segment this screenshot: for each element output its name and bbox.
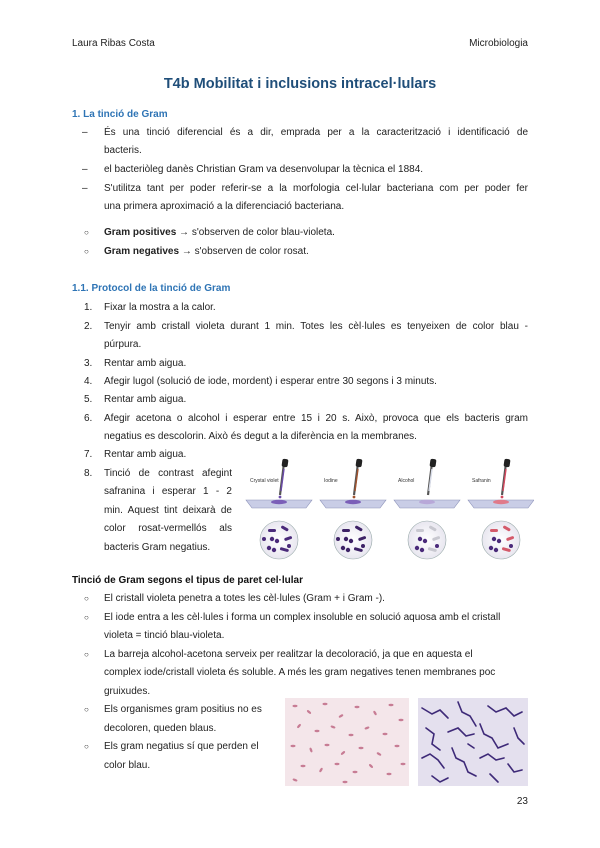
page-number: 23 <box>516 796 528 807</box>
bullet-circle: ○ <box>84 650 89 659</box>
header-author: Laura Ribas Costa <box>72 38 155 49</box>
figure-panel-iodine <box>320 459 386 559</box>
section-heading-protocol: 1.1. Protocol de la tinció de Gram <box>72 283 231 294</box>
gram-positive-item: Gram positives → s'observen de color blau-violeta. <box>104 227 335 238</box>
cell-wall-item-cont: complex iode/cristall violeta és soluble. A més les gram negatives tenen membranes poc <box>104 667 496 678</box>
cell-wall-item: Els organismes gram positius no es <box>104 704 262 715</box>
micrograph-gram-negative <box>285 698 409 786</box>
step-text: Rentar amb aigua. <box>104 394 187 405</box>
step-text-cont: bacteris Gram negatius. <box>104 542 211 553</box>
step-text-cont: púrpura. <box>104 339 142 350</box>
cell-wall-item: El iode entra a les cèl·lules i forma un complex insoluble en solució aquosa amb el cristall <box>104 612 501 623</box>
figure-label: Safranin <box>472 478 491 484</box>
step-number: 7. <box>84 449 93 460</box>
bullet-text: el bacteriòleg danès Christian Gram va desenvolupar la tècnica el 1884. <box>104 164 424 175</box>
cell-wall-item-cont: decoloren, queden blaus. <box>104 723 217 734</box>
step-number: 2. <box>84 321 93 332</box>
bullet-text: És una tinció diferencial és a dir, emprada per a la caracterització i identificació de <box>104 127 528 138</box>
cell-wall-item-cont: color blau. <box>104 760 151 771</box>
step-text: Rentar amb aigua. <box>104 358 187 369</box>
bullet-dash: – <box>82 183 88 194</box>
step-text-cont: color rosat-vermellós als <box>104 523 232 534</box>
bullet-circle: ○ <box>84 705 89 714</box>
step-number: 1. <box>84 302 93 313</box>
figure-panel-crystal-violet <box>246 459 312 559</box>
bullet-text-cont: una primera aproximació a la diferenciació bacteriana. <box>104 201 345 212</box>
bullet-circle: ○ <box>84 247 89 256</box>
step-number: 4. <box>84 376 93 387</box>
step-text: Tenyir amb cristall violeta durant 1 min. Totes les cèl·lules es tenyeixen de color blau - <box>104 321 528 332</box>
step-text: Fixar la mostra a la calor. <box>104 302 216 313</box>
step-text: Afegir lugol (solució de iode, mordent) i esperar entre 30 segons i 3 minuts. <box>104 376 437 387</box>
cell-wall-item: Els gram negatius sí que perden el <box>104 741 259 752</box>
cell-wall-item-cont: violeta = tinció blau-violeta. <box>104 630 225 641</box>
bullet-circle: ○ <box>84 742 89 751</box>
step-text: Rentar amb aigua. <box>104 449 187 460</box>
bullet-circle: ○ <box>84 594 89 603</box>
bullet-circle: ○ <box>84 613 89 622</box>
bullet-text: S'utilitza tant per poder referir-se a la morfologia cel·lular bacteriana com per poder fer <box>104 183 528 194</box>
step-text-cont: min. Aquest tint deixarà de <box>104 505 232 516</box>
header-subject: Microbiologia <box>469 38 528 49</box>
figure-label: Iodine <box>324 478 338 484</box>
gram-negative-item: Gram negatives → s'observen de color rosat. <box>104 246 309 257</box>
cell-wall-item: La barreja alcohol-acetona serveix per realitzar la decoloració, ja que en aquesta el <box>104 649 473 660</box>
step-text: Afegir acetona o alcohol i esperar entre 15 i 20 s. Això, provoca que els bacteris gram <box>104 413 528 424</box>
gram-stain-steps-figure <box>244 455 534 560</box>
step-number: 8. <box>84 468 93 479</box>
figure-panel-alcohol <box>394 459 460 559</box>
figure-label: Crystal violet <box>250 478 279 484</box>
bullet-circle: ○ <box>84 228 89 237</box>
page-title: T4b Mobilitat i inclusions intracel·lulars <box>163 76 437 92</box>
micrograph-gram-positive <box>418 698 528 786</box>
section-heading-gram-stain: 1. La tinció de Gram <box>72 109 168 120</box>
bullet-dash: – <box>82 127 88 138</box>
figure-label: Alcohol <box>398 478 415 484</box>
bullet-dash: – <box>82 164 88 175</box>
cell-wall-item: El cristall violeta penetra a totes les cèl·lules (Gram + i Gram -). <box>104 593 385 604</box>
step-number: 5. <box>84 394 93 405</box>
step-text-cont: safranina i esperar 1 - 2 <box>104 486 232 497</box>
step-text: Tinció de contrast afegint <box>104 468 232 479</box>
section-heading-cell-wall: Tinció de Gram segons el tipus de paret cel·lular <box>72 575 303 586</box>
step-number: 3. <box>84 358 93 369</box>
figure-panel-safranin <box>468 459 534 559</box>
step-number: 6. <box>84 413 93 424</box>
cell-wall-item-cont: gruixudes. <box>104 686 151 697</box>
step-text-cont: negatius es descolorin. Això és degut a la diferència en la membranes. <box>104 431 417 442</box>
bullet-text-cont: bacteris. <box>104 145 142 156</box>
